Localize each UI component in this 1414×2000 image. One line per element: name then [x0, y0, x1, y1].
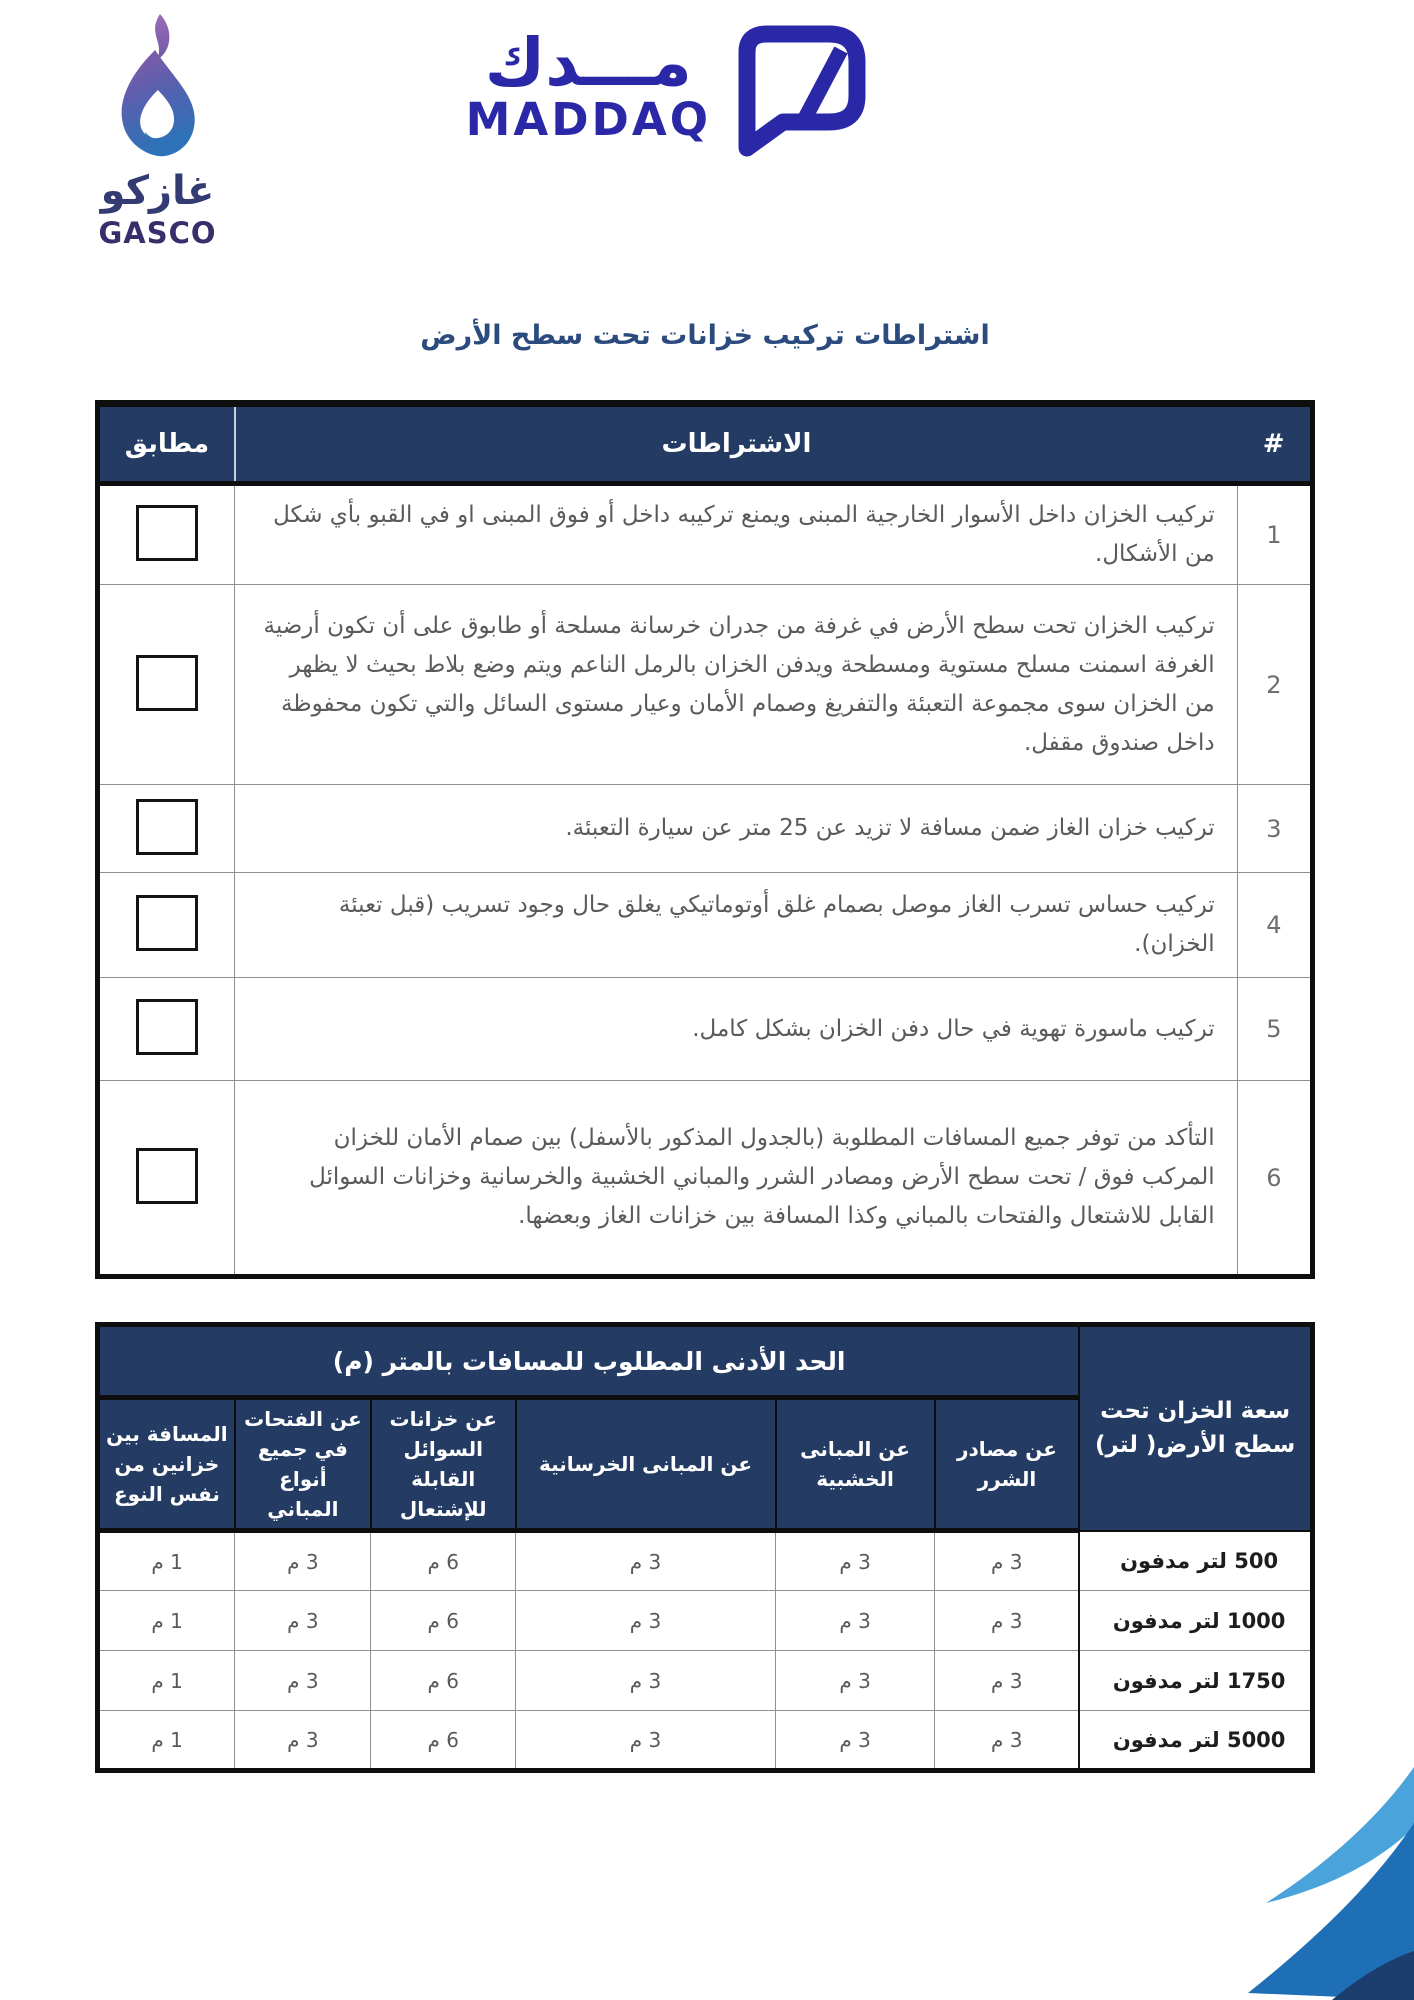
distance-value: 3 م — [235, 1711, 371, 1771]
requirement-text: تركيب الخزان داخل الأسوار الخارجية المبنى ويمنع تركيبه داخل أو فوق المبنى او في القبو بأي شكل من الأشكال. — [235, 484, 1237, 585]
requirement-text: تركيب ماسورة تهوية في حال دفن الخزان بشكل كامل. — [235, 978, 1237, 1081]
capacity-label: 1000 لتر مدفون — [1079, 1591, 1312, 1651]
compliance-checkbox-5[interactable] — [136, 999, 198, 1055]
table-row — [98, 585, 1313, 785]
compliance-checkbox-1[interactable] — [136, 505, 198, 561]
requirement-text: التأكد من توفر جميع المسافات المطلوبة (بالجدول المذكور بالأسفل) بين صمام الأمان للخزان المركب فوق / تحت سطح الأرض ومصادر الشرر والمباني الخشبية والخرسانية وخزانات السوائل القابل للاشتعال والفتحات بالمباني وكذا المسافة بين خزانات الغاز وبعضها. — [235, 1081, 1237, 1277]
table-row — [98, 1711, 1313, 1771]
distance-value: 1 م — [98, 1531, 235, 1591]
col-header-building-openings: عن الفتحات في جميع أنواع المباني — [235, 1398, 371, 1531]
page-title: اشتراطات تركيب خزانات تحت سطح الأرض — [420, 320, 990, 351]
requirement-text: تركيب حساس تسرب الغاز موصل بصمام غلق أوتوماتيكي يغلق حال وجود تسريب (قبل تعبئة الخزان). — [235, 873, 1237, 978]
capacity-label: 5000 لتر مدفون — [1079, 1711, 1312, 1771]
distance-value: 3 م — [935, 1591, 1080, 1651]
col-header-number: # — [1237, 404, 1312, 484]
compliance-checkbox-6[interactable] — [136, 1148, 198, 1204]
requirement-text: تركيب خزان الغاز ضمن مسافة لا تزيد عن 25 متر عن سيارة التعبئة. — [235, 785, 1237, 873]
row-number: 6 — [1237, 1081, 1312, 1277]
maddaq-name-arabic: مـــدك — [484, 23, 692, 101]
col-header-capacity: سعة الخزان تحت سطح الأرض( لتر) — [1079, 1325, 1312, 1531]
compliance-checkbox-3[interactable] — [136, 799, 198, 855]
distance-value: 3 م — [935, 1651, 1080, 1711]
distance-value: 3 م — [776, 1531, 935, 1591]
col-header-concrete-buildings: عن المبانى الخرسانية — [516, 1398, 776, 1531]
compliance-checkbox-2[interactable] — [136, 655, 198, 711]
requirements-header-row — [98, 404, 1313, 484]
distance-value: 3 م — [776, 1651, 935, 1711]
row-number: 1 — [1237, 484, 1312, 585]
gasco-flame-icon — [103, 12, 213, 162]
table-row — [98, 873, 1313, 978]
distance-value: 6 م — [371, 1651, 516, 1711]
distance-value: 3 م — [516, 1591, 776, 1651]
maddaq-mark-icon — [725, 10, 875, 160]
requirement-text: تركيب الخزان تحت سطح الأرض في غرفة من جدران خرسانة مسلحة أو طابوق على أن تكون أرضية الغرفة اسمنت مسلح مستوية ومسطحة ويدفن الخزان بالرمل الناعم ويتم وضع بلاط بحيث لا يظهر من الخزان سوى مجموعة التعبئة والتفريغ وصمام الأمان وعيار مستوى السائل والتي تكون محفوظة داخل صندوق مقفل. — [235, 585, 1237, 785]
row-number: 4 — [1237, 873, 1312, 978]
distance-value: 3 م — [776, 1711, 935, 1771]
gasco-logo — [70, 12, 245, 250]
row-number: 3 — [1237, 785, 1312, 873]
distance-value: 3 م — [516, 1711, 776, 1771]
distance-value: 3 م — [235, 1591, 371, 1651]
corner-flame-icon — [1214, 1765, 1414, 2000]
gasco-name-latin: GASCO — [98, 216, 217, 250]
col-header-spark-sources: عن مصادر الشرر — [935, 1398, 1080, 1531]
distance-value: 1 م — [98, 1651, 235, 1711]
distances-header-row — [98, 1325, 1313, 1398]
col-header-requirements: الاشتراطات — [235, 404, 1237, 484]
table-row — [98, 1591, 1313, 1651]
distance-value: 1 م — [98, 1711, 235, 1771]
row-number: 2 — [1237, 585, 1312, 785]
capacity-label: 1750 لتر مدفون — [1079, 1651, 1312, 1711]
row-number: 5 — [1237, 978, 1312, 1081]
span-header-min-distances: الحد الأدنى المطلوب للمسافات بالمتر (م) — [98, 1325, 1080, 1398]
distance-value: 1 م — [98, 1591, 235, 1651]
distance-value: 3 م — [935, 1711, 1080, 1771]
distance-value: 3 م — [935, 1531, 1080, 1591]
distance-value: 6 م — [371, 1531, 516, 1591]
table-row — [98, 484, 1313, 585]
table-row — [98, 1081, 1313, 1277]
maddaq-logo — [375, 10, 875, 160]
col-header-compliant: مطابق — [98, 404, 235, 484]
distance-value: 3 م — [776, 1591, 935, 1651]
capacity-label: 500 لتر مدفون — [1079, 1531, 1312, 1591]
table-row — [98, 978, 1313, 1081]
distance-value: 3 م — [235, 1531, 371, 1591]
distance-value: 3 م — [516, 1531, 776, 1591]
table-row — [98, 785, 1313, 873]
distances-table — [95, 1322, 1315, 1773]
distance-value: 3 م — [235, 1651, 371, 1711]
col-header-wooden-buildings: عن المبانى الخشبية — [776, 1398, 935, 1531]
requirements-table — [95, 400, 1315, 1279]
distance-value: 6 م — [371, 1591, 516, 1651]
col-header-between-same-tanks: المسافة بين خزانين من نفس النوع — [98, 1398, 235, 1531]
gasco-name-arabic: غازكو — [100, 168, 215, 214]
compliance-checkbox-4[interactable] — [136, 895, 198, 951]
table-row — [98, 1651, 1313, 1711]
maddaq-name-latin: MADDAQ — [465, 93, 711, 147]
col-header-flammable-liquid-tanks: عن خزانات السوائل القابلة للإشتعال — [371, 1398, 516, 1531]
distance-value: 6 م — [371, 1711, 516, 1771]
table-row — [98, 1531, 1313, 1591]
distance-value: 3 م — [516, 1651, 776, 1711]
